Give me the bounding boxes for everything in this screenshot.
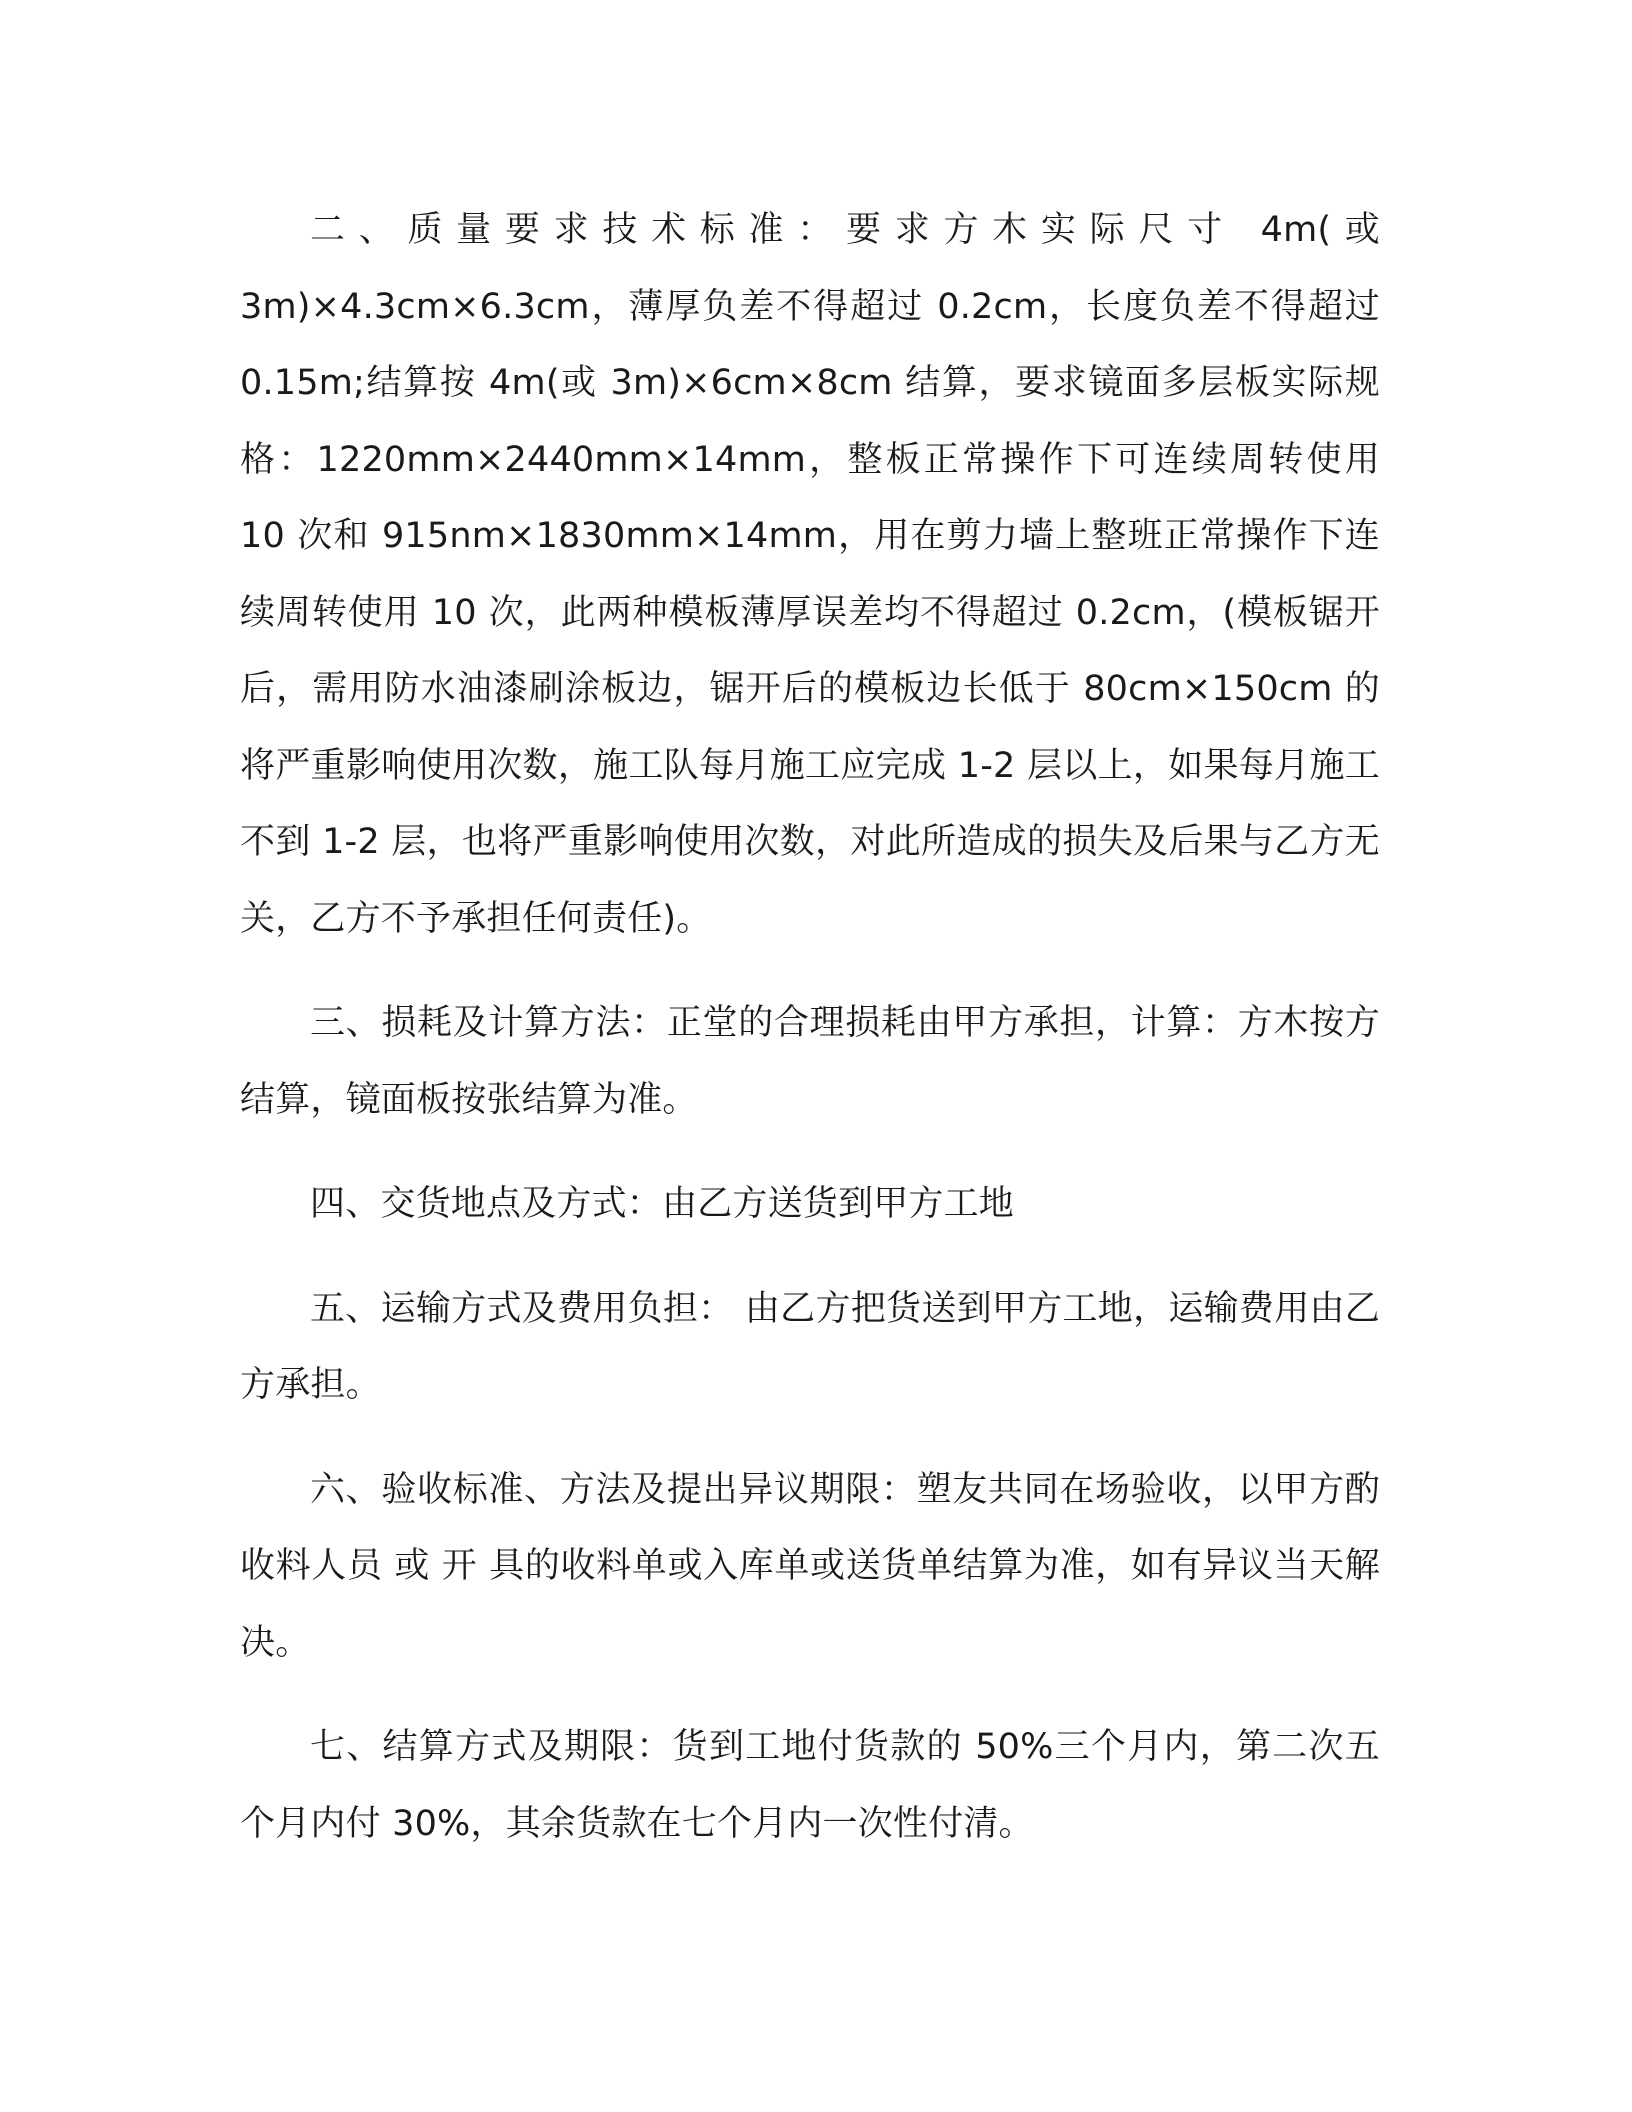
clause-delivery-location: 四、交货地点及方式：由乙方送货到甲方工地 (310, 1184, 1015, 1224)
clause-loss-calculation: 三、损耗及计算方法：正堂的合理损耗由甲方承担，计算：方木按方结算，镜面板按张结算为准。 (240, 1003, 1380, 1120)
paragraph-gap (240, 1243, 1380, 1271)
paragraph-gap (240, 1424, 1380, 1452)
clause-quality-standard: 二、质量要求技术标准：要求方木实际尺寸 4m(或 3m)×4.3cm×6.3cm，薄厚负差不得超过 0.2cm，长度负差不得超过 0.15m;结算按 4m(或 3m)×6cm×8cm 结算，要求镜面多层板实际规格：1220mm×2440mm×14mm，整板正常操作下可连续周转使用 10 次和 915nm×1830mm×14mm，用在剪力墙上整班正常操作下连续周转使用 10 次，此两种模板薄厚误差均不得超过 0.2cm，(模板锯开后，需用防水油漆刷涂板边，锯开后的模板边长低于 80cm×150cm 的将严重影响使用次数，施工队每月施工应完成 1-2 层以上，如果每月施工不到 1-2 层，也将严重影响使用次数，对此所造成的损失及后果与乙方无关，乙方不予承担任何责任)。 (240, 210, 1380, 939)
paragraph-gap (240, 957, 1380, 985)
document-body (240, 192, 1380, 1862)
clause-settlement: 七、结算方式及期限：货到工地付货款的 50%三个月内，第二次五个月内付 30%，其余货款在七个月内一次性付清。 (240, 1727, 1380, 1844)
clause-acceptance: 六、验收标准、方法及提出异议期限：塑友共同在场验收，以甲方酌收料人员 或 开 具的收料单或入库单或送货单结算为准，如有异议当天解决。 (240, 1469, 1380, 1663)
paragraph-gap (240, 1681, 1380, 1709)
paragraph-gap (240, 1138, 1380, 1166)
clause-transport-cost: 五、运输方式及费用负担： 由乙方把货送到甲方工地，运输费用由乙方承担。 (240, 1288, 1380, 1405)
